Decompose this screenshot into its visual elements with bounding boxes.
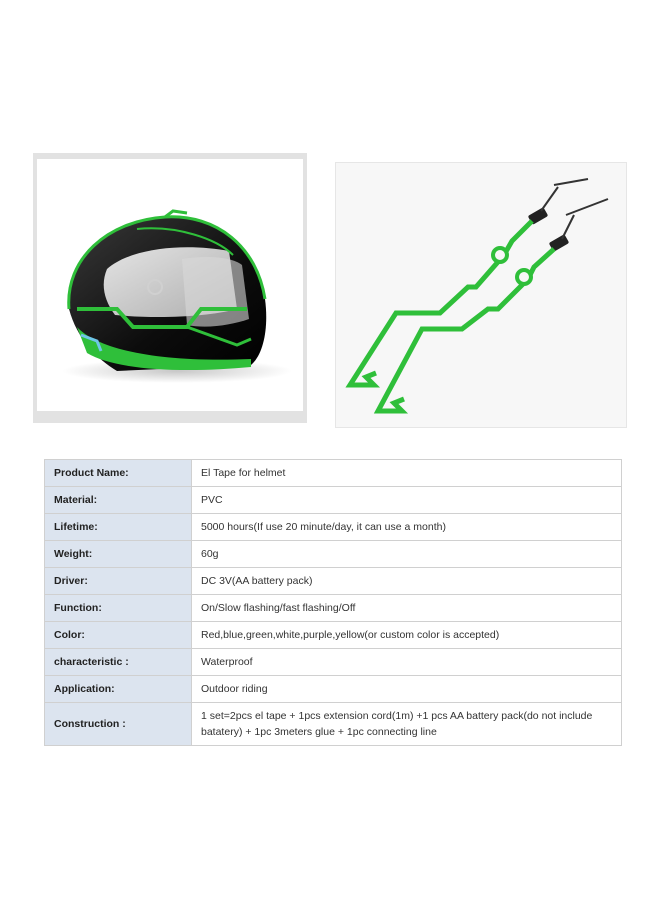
el-tape-icon: [336, 163, 626, 427]
spec-label-color: Color:: [45, 622, 192, 649]
spec-label-function: Function:: [45, 595, 192, 622]
spec-table: [44, 459, 622, 746]
spec-value-function: On/Slow flashing/fast flashing/Off: [192, 595, 622, 622]
spec-value-application: Outdoor riding: [192, 676, 622, 703]
table-row: [45, 649, 622, 676]
spec-value-material: PVC: [192, 487, 622, 514]
table-row: [45, 595, 622, 622]
table-row: [45, 676, 622, 703]
spec-label-weight: Weight:: [45, 541, 192, 568]
table-row: [45, 541, 622, 568]
spec-label-application: Application:: [45, 676, 192, 703]
spec-label-driver: Driver:: [45, 568, 192, 595]
spec-value-characteristic: Waterproof: [192, 649, 622, 676]
spec-value-lifetime: 5000 hours(If use 20 minute/day, it can use a month): [192, 514, 622, 541]
spec-label-characteristic: characteristic :: [45, 649, 192, 676]
spec-value-product-name: El Tape for helmet: [192, 460, 622, 487]
spec-label-construction: Construction :: [45, 703, 192, 746]
table-row: [45, 703, 622, 746]
spec-label-lifetime: Lifetime:: [45, 514, 192, 541]
spec-value-construction: 1 set=2pcs el tape + 1pcs extension cord(1m) +1 pcs AA battery pack(do not include batatery) + 1pc 3meters glue + 1pc connecting line: [192, 703, 622, 746]
helmet-photo: [33, 153, 307, 423]
el-tape-photo: [335, 162, 627, 428]
spec-value-color: Red,blue,green,white,purple,yellow(or custom color is accepted): [192, 622, 622, 649]
table-row: [45, 622, 622, 649]
spec-value-weight: 60g: [192, 541, 622, 568]
table-row: [45, 514, 622, 541]
table-row: [45, 568, 622, 595]
table-row: [45, 487, 622, 514]
spec-label-material: Material:: [45, 487, 192, 514]
helmet-icon: [37, 159, 303, 411]
spec-value-driver: DC 3V(AA battery pack): [192, 568, 622, 595]
spec-label-product-name: Product Name:: [45, 460, 192, 487]
table-row: [45, 460, 622, 487]
